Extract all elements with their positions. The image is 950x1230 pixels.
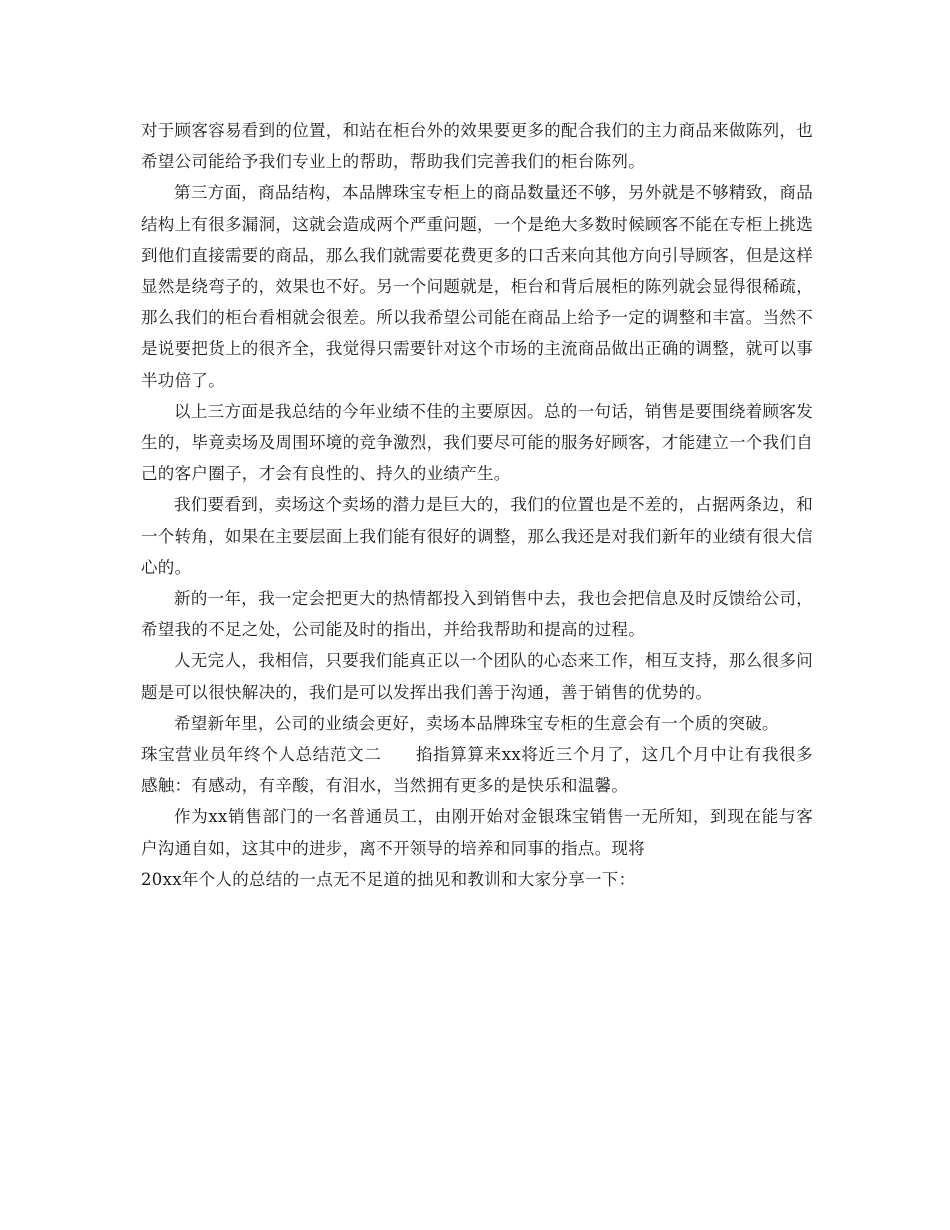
paragraph-4: 我们要看到，卖场这个卖场的潜力是巨大的，我们的位置也是不差的，占据两条边，和一个转角，如果在主要层面上我们能有很好的调整，那么我还是对我们新年的业绩有很大信心的。 — [141, 495, 813, 577]
document-body — [141, 115, 813, 895]
paragraph-7: 希望新年里，公司的业绩会更好，卖场本品牌珠宝专柜的生意会有一个质的突破。 — [174, 713, 779, 733]
paragraph-6: 人无完人，我相信，只要我们能真正以一个团队的心态来工作，相互支持，那么很多问题是可以很快解决的，我们是可以发挥出我们善于沟通，善于销售的优势的。 — [141, 651, 813, 702]
paragraph-3: 以上三方面是我总结的今年业绩不佳的主要原因。总的一句话，销售是要围绕着顾客发生的，毕竟卖场及周围环境的竞争激烈，我们要尽可能的服务好顾客，才能建立一个我们自己的客户圈子，才会有良性的、持久的业绩产生。 — [141, 401, 813, 484]
paragraph-2: 第三方面，商品结构，本品牌珠宝专柜上的商品数量还不够，另外就是不够精致，商品结构上有很多漏洞，这就会造成两个严重问题，一个是绝大多数时候顾客不能在专柜上挑选到他们直接需要的商品，那么我们就需要花费更多的口舌来向其他方向引导顾客，但是这样显然是绕弯子的，效果也不好。另一个问题就是，柜台和背后展柜的陈列就会显得很稀疏，那么我们的柜台看相就会很差。所以我希望公司能在商品上给予一定的调整和丰富。当然不是说要把货上的很齐全，我觉得只需要针对这个市场的主流商品做出正确的调整，就可以事半功倍了。 — [141, 183, 813, 390]
paragraph-5: 新的一年，我一定会把更大的热情都投入到销售中去，我也会把信息及时反馈给公司，希望我的不足之处，公司能及时的指出，并给我帮助和提高的过程。 — [141, 589, 813, 640]
section-title-paragraph: 珠宝营业员年终个人总结范文二 掐指算算来xx将近三个月了，这几个月中让有我很多感触：有感动，有辛酸，有泪水，当然拥有更多的是快乐和温馨。 — [141, 745, 813, 796]
paragraph-9: 作为xx销售部门的一名普通员工，由刚开始对金银珠宝销售一无所知，到现在能与客户沟通自如，这其中的进步，离不开领导的培养和同事的指点。现将 — [141, 807, 813, 858]
paragraph-10: 20xx年个人的总结的一点无不足道的拙见和教训和大家分享一下： — [141, 869, 636, 889]
paragraph-1: 对于顾客容易看到的位置，和站在柜台外的效果要更多的配合我们的主力商品来做陈列，也希望公司能给予我们专业上的帮助，帮助我们完善我们的柜台陈列。 — [141, 121, 813, 172]
